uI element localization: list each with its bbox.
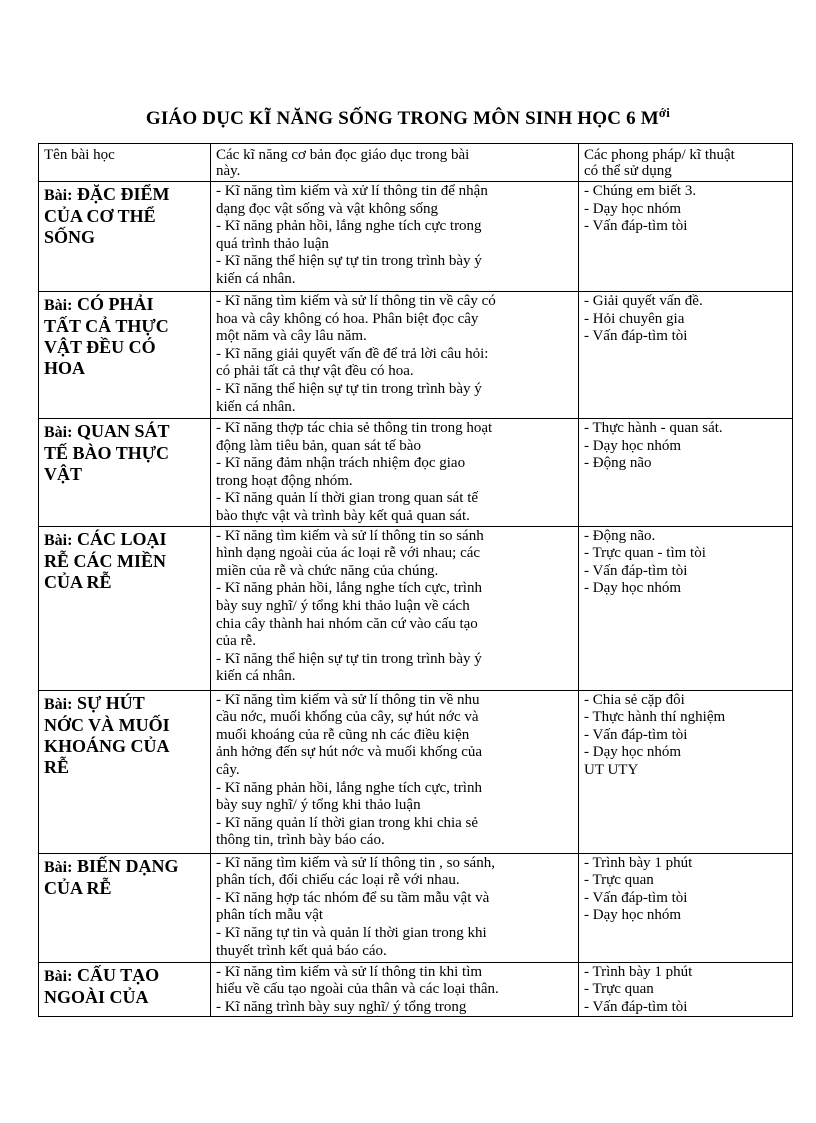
method-line: - Thực hành - quan sát. xyxy=(584,420,723,436)
skill-line: kiến cá nhân. xyxy=(216,668,296,685)
lesson-title-line: NGOÀI CỦA xyxy=(44,986,149,1007)
table-row xyxy=(39,853,793,962)
skill-line: - Kĩ năng thể hiện sự tự tin trong trình bày ý xyxy=(216,380,482,397)
skill-line: ảnh hởng đến sự hút nớc và muối khống của xyxy=(216,744,483,761)
lesson-title-line: RỄ xyxy=(44,756,70,777)
lesson-title-cell xyxy=(39,690,211,853)
lesson-title-text: CÓ PHẢI xyxy=(72,294,154,314)
lesson-title-line: CỦA RỄ xyxy=(44,571,112,592)
table-row xyxy=(39,962,793,1017)
method-line: - Vấn đáp-tìm tòi xyxy=(584,998,688,1015)
lesson-skills-table xyxy=(38,143,793,1017)
skill-line: kiến cá nhân. xyxy=(216,398,296,415)
skill-line: - Kĩ năng phản hồi, lắng nghe tích cực, trình xyxy=(216,580,482,597)
lesson-title-cell xyxy=(39,419,211,527)
method-line: - Vấn đáp-tìm tòi xyxy=(584,726,688,743)
header-line: Các kĩ năng cơ bản đọc giáo dục trong bài xyxy=(216,147,470,163)
lesson-title-line: TẾ BÀO THỰC xyxy=(44,443,170,463)
method-line: - Vấn đáp-tìm tòi xyxy=(584,328,688,345)
skill-line: - Kĩ năng tìm kiếm và xử lí thông tin để nhận xyxy=(216,183,488,199)
skill-line: thuyết trình kết quả báo cáo. xyxy=(216,942,387,959)
skills-cell xyxy=(211,292,579,419)
method-line: - Động não xyxy=(584,455,652,472)
page-title xyxy=(0,105,816,130)
header-line: này. xyxy=(216,163,241,179)
methods-cell xyxy=(579,962,793,1017)
method-line: - Vấn đáp-tìm tòi xyxy=(584,889,688,906)
skills-cell xyxy=(211,182,579,292)
lesson-prefix: Bài: xyxy=(44,531,73,549)
methods-cell xyxy=(579,292,793,419)
lesson-prefix: Bài: xyxy=(44,695,73,713)
lesson-title-text: CÁC LOẠI xyxy=(72,528,167,549)
lesson-title-cell xyxy=(39,962,211,1017)
method-line: - Dạy học nhóm xyxy=(584,907,682,924)
header-line: Các phong pháp/ kĩ thuật xyxy=(584,147,735,163)
lesson-title-line xyxy=(44,421,205,443)
table-row xyxy=(39,526,793,690)
skill-line: dạng đọc vật sống và vật không sống xyxy=(216,200,439,217)
lesson-title-line: SỐNG xyxy=(44,227,96,247)
method-line: - Trình bày 1 phút xyxy=(584,854,693,871)
lesson-title-line: CỦA RỄ xyxy=(44,877,112,898)
skill-line: - Kĩ năng tìm kiếm và sử lí thông tin , so sánh, xyxy=(216,854,495,871)
lesson-title-line: KHOÁNG CỦA xyxy=(44,735,170,756)
method-line: - Trình bày 1 phút xyxy=(584,963,693,980)
methods-cell xyxy=(579,853,793,962)
lesson-title-text: QUAN SÁT xyxy=(72,421,170,441)
lesson-prefix: Bài: xyxy=(44,424,73,441)
skill-line: có phải tất cả thự vật đều có hoa. xyxy=(216,363,414,380)
header-methods xyxy=(579,144,793,182)
skill-line: - Kĩ năng thể hiện sự tự tin trong trình bày ý xyxy=(216,253,482,270)
skill-line: - Kĩ năng phản hồi, lắng nghe tích cực trong xyxy=(216,218,482,235)
header-line: có thể sử dụng xyxy=(584,163,672,179)
lesson-prefix: Bài: xyxy=(44,858,73,876)
method-line: - Dạy học nhóm xyxy=(584,580,682,597)
page-title-superscript: ới xyxy=(658,105,671,120)
method-line: UT UTY xyxy=(584,761,639,778)
lesson-title-line xyxy=(44,184,205,206)
skill-line: - Kĩ năng đảm nhận trách nhiệm đọc giao xyxy=(216,455,466,472)
skills-cell xyxy=(211,962,579,1017)
method-line: - Chia sẻ cặp đôi xyxy=(584,691,685,708)
skill-line: bào thực vật và trình bày kết quả quan sát. xyxy=(216,507,470,524)
lesson-title-line: CỦA CƠ THỂ xyxy=(44,206,156,226)
methods-cell xyxy=(579,690,793,853)
skills-cell xyxy=(211,690,579,853)
table-row xyxy=(39,690,793,853)
lesson-title-line xyxy=(44,693,205,715)
table-row xyxy=(39,292,793,419)
skill-line: cây. xyxy=(216,761,240,778)
skill-line: - Kĩ năng phản hồi, lắng nghe tích cực, trình xyxy=(216,779,482,796)
skill-line: kiến cá nhân. xyxy=(216,270,296,287)
method-line: - Thực hành thí nghiệm xyxy=(584,709,726,726)
skill-line: - Kĩ năng quản lí thời gian trong quan sát tế xyxy=(216,490,479,507)
lesson-title-cell xyxy=(39,292,211,419)
method-line: - Vấn đáp-tìm tòi xyxy=(584,218,688,235)
skill-line: động làm tiêu bản, quan sát tế bào xyxy=(216,437,421,454)
skills-cell xyxy=(211,526,579,690)
skills-cell xyxy=(211,853,579,962)
methods-cell xyxy=(579,526,793,690)
skill-line: muối khoáng của rễ cũng nh các điều kiện xyxy=(216,726,470,743)
lesson-title-line: VẬT xyxy=(44,464,83,484)
header-skills xyxy=(211,144,579,182)
skill-line: trong hoạt động nhóm. xyxy=(216,472,353,489)
lesson-title-line xyxy=(44,294,205,316)
lesson-prefix: Bài: xyxy=(44,297,73,314)
skill-line: thông tin, trình bày báo cáo. xyxy=(216,832,385,849)
skills-cell xyxy=(211,419,579,527)
page-title-text: GIÁO DỤC KĨ NĂNG SỐNG TRONG MÔN SINH HỌC 6 M xyxy=(145,108,659,129)
method-line: - Vấn đáp-tìm tòi xyxy=(584,562,688,579)
method-line: - Động não. xyxy=(584,527,656,544)
method-line: - Giải quyết vấn đề. xyxy=(584,293,703,309)
lesson-title-line xyxy=(44,529,205,551)
lesson-title-text: SỰ HÚT xyxy=(72,692,145,713)
skill-line: bày suy nghĩ/ ý tổng khi thảo luận xyxy=(216,797,421,814)
skill-line: miền của rễ và chức năng của chúng. xyxy=(216,562,439,579)
methods-cell xyxy=(579,182,793,292)
lesson-title-cell xyxy=(39,526,211,690)
table-row xyxy=(39,419,793,527)
header-lesson-name xyxy=(39,144,211,182)
lesson-prefix: Bài: xyxy=(44,967,73,985)
method-line: - Dạy học nhóm xyxy=(584,437,682,454)
method-line: - Trực quan xyxy=(584,981,654,998)
methods-cell xyxy=(579,419,793,527)
skill-line: quá trình thảo luận xyxy=(216,235,329,252)
method-line: - Hỏi chuyên gia xyxy=(584,310,685,327)
lesson-title-line: RỄ CÁC MIỀN xyxy=(44,550,167,571)
header-line: Tên bài học xyxy=(44,147,115,163)
lesson-title-line: VẬT ĐỀU CÓ xyxy=(44,337,156,357)
skill-line: - Kĩ năng tìm kiếm và sử lí thông tin khi tìm xyxy=(216,963,483,980)
method-line: - Dạy học nhóm xyxy=(584,744,682,761)
skill-line: - Kĩ năng thợp tác chia sẻ thông tin trong hoạt xyxy=(216,420,493,436)
skill-line: cầu nớc, muối khống của cây, sự hút nớc và xyxy=(216,709,479,726)
skill-line: - Kĩ năng tìm kiếm và sử lí thông tin so sánh xyxy=(216,527,484,544)
lesson-title-text: BIẾN DẠNG xyxy=(72,855,179,876)
skill-line: - Kĩ năng tìm kiếm và sử lí thông tin về cây có xyxy=(216,293,496,309)
skill-line: - Kĩ năng tự tin và quản lí thời gian trong khi xyxy=(216,924,487,941)
skill-line: hoa và cây không có hoa. Phân biệt đọc cây xyxy=(216,310,479,327)
skill-line: - Kĩ năng tìm kiếm và sử lí thông tin về nhu xyxy=(216,691,480,708)
lesson-title-cell xyxy=(39,182,211,292)
skill-line: - Kĩ năng thể hiện sự tự tin trong trình bày ý xyxy=(216,650,482,667)
method-line: - Chúng em biết 3. xyxy=(584,183,697,199)
table-header-row xyxy=(39,144,793,182)
lesson-title-line: NỚC VÀ MUỐI xyxy=(44,714,170,735)
skill-line: hiểu về cấu tạo ngoài của thân và các loại thân. xyxy=(216,981,499,998)
lesson-title-text: ĐẶC ĐIỂM xyxy=(72,184,170,204)
skill-line: phân tích mẫu vật xyxy=(216,907,324,924)
skill-line: - Kĩ năng hợp tác nhóm để su tầm mẫu vật và xyxy=(216,889,490,906)
lesson-title-line: HOA xyxy=(44,358,86,378)
skill-line: - Kĩ năng quản lí thời gian trong khi chia sẻ xyxy=(216,814,479,831)
lesson-title-line xyxy=(44,856,205,878)
lesson-title-line xyxy=(44,965,205,987)
lesson-title-text: CẤU TẠO xyxy=(72,964,160,985)
skill-line: của rễ. xyxy=(216,633,256,650)
lesson-title-line: TẤT CẢ THỰC xyxy=(44,316,169,336)
skill-line: phân tích, đối chiếu các loại rễ với nhau. xyxy=(216,872,460,889)
skill-line: một năm và cây lâu năm. xyxy=(216,328,367,345)
skill-line: chia cây thành hai nhóm căn cứ vào cấu tạo xyxy=(216,615,478,632)
table-row xyxy=(39,182,793,292)
method-line: - Dạy học nhóm xyxy=(584,200,682,217)
skill-line: - Kĩ năng trình bày suy nghĩ/ ý tổng trong xyxy=(216,998,467,1015)
lesson-prefix: Bài: xyxy=(44,187,73,204)
skill-line: bày suy nghĩ/ ý tổng khi thảo luận về cách xyxy=(216,597,470,614)
method-line: - Trực quan - tìm tòi xyxy=(584,545,706,562)
method-line: - Trực quan xyxy=(584,872,654,889)
lesson-title-cell xyxy=(39,853,211,962)
skill-line: hình dạng ngoài của ác loại rễ với nhau; các xyxy=(216,545,481,562)
skill-line: - Kĩ năng giải quyết vấn đề để trả lời câu hỏi: xyxy=(216,345,489,362)
